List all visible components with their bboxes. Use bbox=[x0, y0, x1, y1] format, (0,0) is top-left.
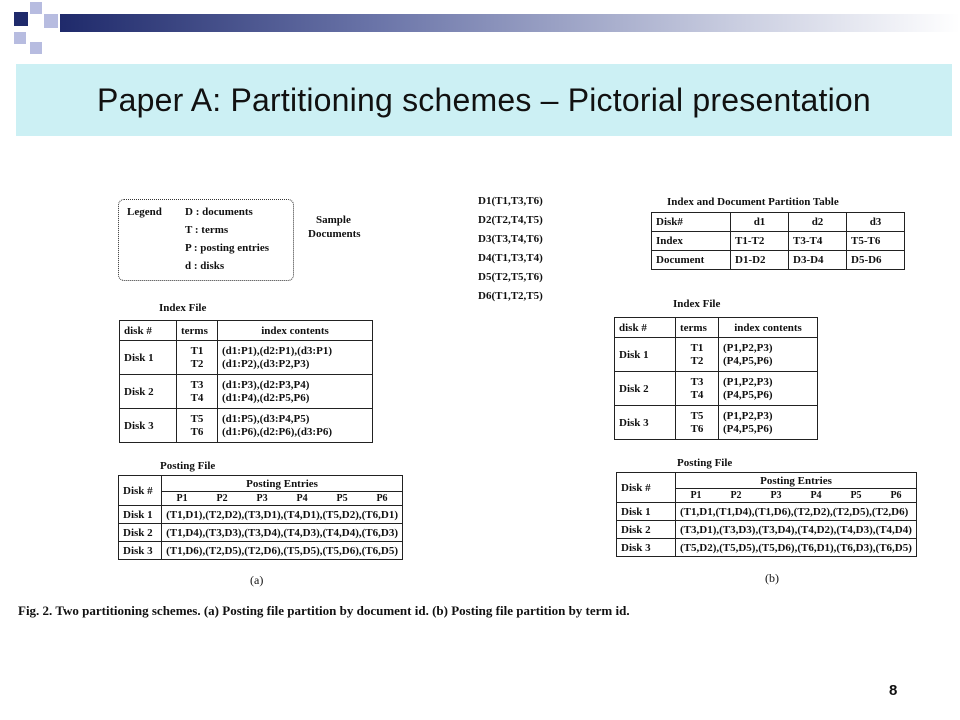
index-a-disk: Disk 2 bbox=[120, 375, 177, 409]
index-a-term: T4 bbox=[190, 391, 204, 404]
posting-a-disk: Disk 1 bbox=[119, 506, 162, 524]
sample-document: D1(T1,T3,T6) bbox=[478, 195, 543, 207]
index-a-header: index contents bbox=[218, 321, 373, 341]
sample-document: D4(T1,T3,T4) bbox=[478, 252, 543, 264]
p-label: P3 bbox=[770, 490, 782, 501]
posting-a-entries-header: Posting Entries bbox=[162, 476, 403, 492]
index-b-header: disk # bbox=[615, 318, 676, 338]
index-a-content: (d1:P4),(d2:P5,P6) bbox=[222, 391, 310, 404]
legend-item: d : disks bbox=[185, 260, 225, 272]
partition-header-cell: d1 bbox=[731, 213, 789, 232]
decor-square bbox=[14, 12, 28, 26]
index-a-term: T5 bbox=[190, 412, 204, 425]
p-label: P1 bbox=[690, 490, 702, 501]
decor-bar bbox=[60, 14, 960, 32]
slide-number: 8 bbox=[889, 682, 898, 699]
index-a-disk: Disk 1 bbox=[120, 341, 177, 375]
index-b-term: T1 bbox=[690, 341, 704, 354]
index-file-b-title: Index File bbox=[673, 298, 721, 310]
index-b-content: (P4,P5,P6) bbox=[723, 388, 773, 401]
partition-table-title: Index and Document Partition Table bbox=[667, 196, 839, 208]
index-a-content: (d1:P3),(d2:P3,P4) bbox=[222, 378, 310, 391]
p-label: P6 bbox=[890, 490, 902, 501]
decor-square bbox=[14, 32, 26, 44]
legend-item: P : posting entries bbox=[185, 242, 270, 254]
p-label: P3 bbox=[256, 493, 268, 504]
p-label: P2 bbox=[216, 493, 228, 504]
index-b-disk: Disk 2 bbox=[615, 372, 676, 406]
index-a-disk: Disk 3 bbox=[120, 409, 177, 443]
legend-box bbox=[118, 199, 294, 281]
posting-file-a-table bbox=[118, 475, 403, 560]
p-label: P2 bbox=[730, 490, 742, 501]
p-label: P4 bbox=[810, 490, 822, 501]
partition-table bbox=[651, 212, 905, 270]
partition-cell: T3-T4 bbox=[789, 232, 847, 251]
index-b-content: (P4,P5,P6) bbox=[723, 354, 773, 367]
figure-caption: Fig. 2. Two partitioning schemes. (a) Posting file partition by document id. (b) Posting file partition by term id. bbox=[18, 603, 630, 618]
legend-item: D : documents bbox=[185, 206, 253, 218]
posting-a-entries: (T1,D1),(T2,D2),(T3,D1),(T4,D1),(T5,D2),(T6,D1) bbox=[162, 506, 403, 524]
partition-header-cell: Disk# bbox=[652, 213, 731, 232]
sublabel-a: (a) bbox=[250, 573, 264, 587]
index-a-term: T1 bbox=[190, 344, 204, 357]
index-file-a-title: Index File bbox=[159, 302, 207, 314]
posting-file-a-title: Posting File bbox=[160, 460, 216, 472]
posting-b-p-labels bbox=[676, 490, 916, 501]
index-b-content: (P4,P5,P6) bbox=[723, 422, 773, 435]
posting-b-disk: Disk 1 bbox=[617, 503, 676, 521]
p-label: P1 bbox=[176, 493, 188, 504]
index-b-content: (P1,P2,P3) bbox=[723, 375, 773, 388]
posting-b-entries-header: Posting Entries bbox=[676, 473, 917, 489]
index-b-content: (P1,P2,P3) bbox=[723, 341, 773, 354]
p-label: P6 bbox=[376, 493, 388, 504]
decor-square bbox=[44, 14, 58, 28]
posting-b-disk: Disk 3 bbox=[617, 539, 676, 557]
posting-b-entries: (T1,D1,(T1,D4),(T1,D6),(T2,D2),(T2,D5),(T2,D6) bbox=[676, 503, 917, 521]
partition-header-cell: d2 bbox=[789, 213, 847, 232]
sample-documents-list bbox=[478, 192, 543, 306]
index-b-term: T6 bbox=[690, 422, 704, 435]
index-a-header: terms bbox=[177, 321, 218, 341]
posting-a-disk: Disk 2 bbox=[119, 524, 162, 542]
sample-document: D5(T2,T5,T6) bbox=[478, 271, 543, 283]
posting-file-b-table bbox=[616, 472, 917, 557]
index-a-header: disk # bbox=[120, 321, 177, 341]
slide-title: Paper A: Partitioning schemes – Pictorial presentation bbox=[97, 82, 871, 118]
posting-b-entries: (T3,D1),(T3,D3),(T3,D4),(T4,D2),(T4,D3),(T4,D4) bbox=[676, 521, 917, 539]
index-b-disk: Disk 1 bbox=[615, 338, 676, 372]
index-a-term: T2 bbox=[190, 357, 204, 370]
posting-a-entries: (T1,D6),(T2,D5),(T2,D6),(T5,D5),(T5,D6),(T6,D5) bbox=[162, 542, 403, 560]
partition-cell: Document bbox=[652, 251, 731, 270]
index-file-a-table bbox=[119, 320, 373, 443]
posting-b-disk: Disk 2 bbox=[617, 521, 676, 539]
posting-a-disk: Disk 3 bbox=[119, 542, 162, 560]
sample-document: D6(T1,T2,T5) bbox=[478, 290, 543, 302]
sublabel-b: (b) bbox=[765, 571, 779, 585]
index-b-term: T4 bbox=[690, 388, 704, 401]
index-a-content: (d1:P6),(d2:P6),(d3:P6) bbox=[222, 425, 332, 438]
p-label: P4 bbox=[296, 493, 308, 504]
posting-b-entries: (T5,D2),(T5,D5),(T5,D6),(T6,D1),(T6,D3),(T6,D5) bbox=[676, 539, 917, 557]
index-b-header: terms bbox=[676, 318, 719, 338]
posting-b-disk-header: Disk # bbox=[617, 473, 676, 503]
index-b-disk: Disk 3 bbox=[615, 406, 676, 440]
partition-cell: T5-T6 bbox=[847, 232, 905, 251]
index-a-content: (d1:P5),(d3:P4,P5) bbox=[222, 412, 310, 425]
sample-document: D3(T3,T4,T6) bbox=[478, 233, 543, 245]
partition-cell: D5-D6 bbox=[847, 251, 905, 270]
legend-item: T : terms bbox=[185, 224, 229, 236]
partition-cell: D3-D4 bbox=[789, 251, 847, 270]
legend-label: Legend bbox=[127, 206, 162, 218]
posting-a-p-labels bbox=[162, 493, 402, 504]
sample-document: D2(T2,T4,T5) bbox=[478, 214, 543, 226]
partition-cell: D1-D2 bbox=[731, 251, 789, 270]
partition-cell: T1-T2 bbox=[731, 232, 789, 251]
posting-file-b-title: Posting File bbox=[677, 457, 733, 469]
index-a-term: T3 bbox=[190, 378, 204, 391]
index-b-term: T3 bbox=[690, 375, 704, 388]
index-a-content: (d1:P2),(d3:P2,P3) bbox=[222, 357, 310, 370]
index-b-content: (P1,P2,P3) bbox=[723, 409, 773, 422]
sample-documents-label-2: Documents bbox=[308, 228, 361, 240]
decor-square bbox=[30, 2, 42, 14]
posting-a-entries: (T1,D4),(T3,D3),(T3,D4),(T4,D3),(T4,D4),(T6,D3) bbox=[162, 524, 403, 542]
decor-square bbox=[30, 42, 42, 54]
p-label: P5 bbox=[850, 490, 862, 501]
posting-a-disk-header: Disk # bbox=[119, 476, 162, 506]
index-b-term: T5 bbox=[690, 409, 704, 422]
index-b-header: index contents bbox=[719, 318, 818, 338]
index-b-term: T2 bbox=[690, 354, 704, 367]
index-a-content: (d1:P1),(d2:P1),(d3:P1) bbox=[222, 344, 332, 357]
index-file-b-table bbox=[614, 317, 818, 440]
partition-cell: Index bbox=[652, 232, 731, 251]
sample-documents-label-1: Sample bbox=[316, 214, 351, 226]
p-label: P5 bbox=[336, 493, 348, 504]
partition-header-cell: d3 bbox=[847, 213, 905, 232]
index-a-term: T6 bbox=[190, 425, 204, 438]
